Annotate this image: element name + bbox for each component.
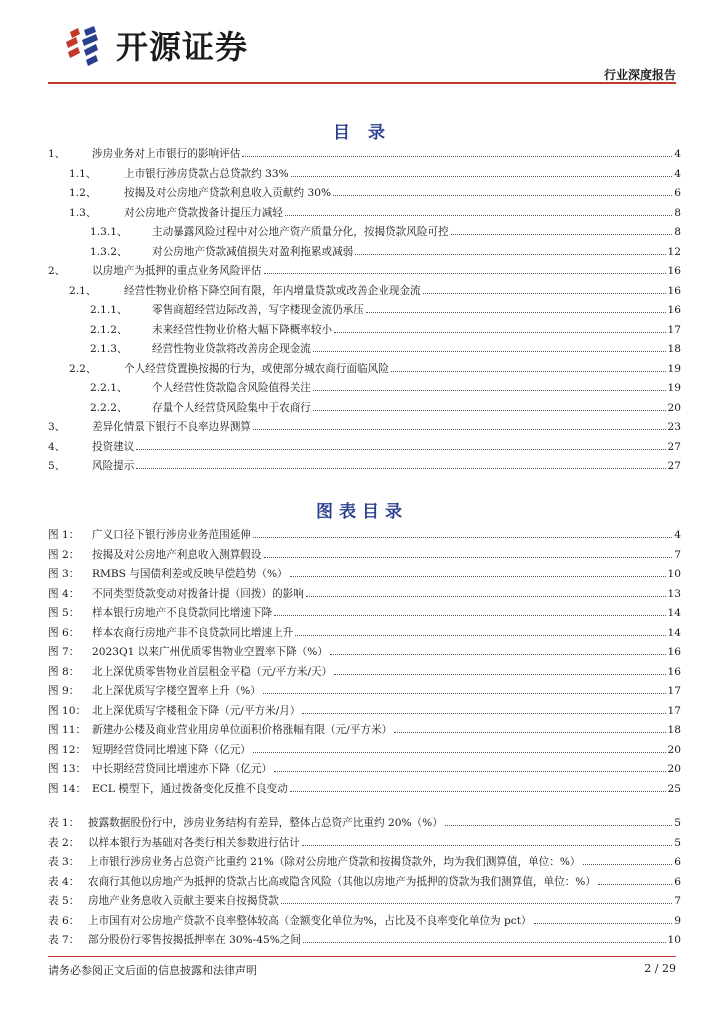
entry-page-number: 27 (667, 440, 681, 453)
figure-entry[interactable] (48, 663, 681, 679)
entry-page-number: 12 (667, 245, 681, 258)
entry-page-number: 19 (667, 362, 681, 375)
entry-title: 未来经营性物业价格大幅下降概率较小 (152, 323, 333, 336)
entry-page-number: 13 (667, 587, 681, 600)
figure-entry[interactable] (48, 721, 681, 737)
toc-entry[interactable] (48, 438, 681, 454)
leader-dots (333, 195, 672, 196)
entry-title: 不同类型贷款变动对拨备计提（回拨）的影响 (92, 587, 304, 600)
leader-dots (423, 293, 666, 294)
entry-page-number: 16 (667, 265, 681, 277)
figure-entry[interactable] (48, 780, 681, 796)
leader-dots (136, 449, 665, 450)
entry-title: 上市银行涉房业务占总资产比重约 21%（除对公房地产贷款和按揭贷款外，均为我们测算值，单位：%） (88, 856, 581, 868)
entry-number: 表 7： (48, 934, 80, 946)
entry-page-number: 6 (674, 187, 681, 199)
entry-number: 4、 (48, 440, 66, 453)
entry-number: 图 9： (48, 685, 80, 697)
leader-dots (242, 156, 672, 157)
entry-number: 表 3： (48, 856, 80, 868)
entry-page-number: 23 (667, 421, 681, 433)
entry-title: 主动暴露风险过程中对公地产资产质量分化，按揭贷款风险可控 (152, 226, 449, 238)
figure-list (48, 526, 681, 799)
toc-entry[interactable] (48, 282, 681, 298)
entry-page-number: 18 (667, 343, 681, 355)
entry-number: 图 7： (48, 646, 80, 658)
report-type-label: 行业深度报告 (603, 68, 676, 82)
entry-title: 2023Q1 以来广州优质零售物业空置率下降（%） (92, 646, 328, 658)
leader-dots (281, 903, 673, 904)
entry-number: 表 1： (48, 817, 80, 829)
entry-title: 以样本银行为基础对各类行相关参数进行估计 (88, 836, 300, 849)
figure-entry[interactable] (48, 760, 681, 776)
leader-dots (274, 771, 665, 772)
table-list (48, 814, 681, 951)
entry-number: 2.1.2、 (90, 323, 128, 336)
entry-page-number: 16 (667, 304, 681, 316)
entry-number: 图 3： (48, 568, 80, 580)
leader-dots (334, 332, 665, 333)
page-number: 2 / 29 (644, 962, 676, 975)
entry-title: 差异化情景下银行不良率边界测算 (92, 421, 251, 433)
entry-page-number: 10 (667, 568, 681, 580)
entry-number: 图 4： (48, 587, 80, 600)
entry-page-number: 17 (667, 323, 681, 336)
leader-dots (264, 273, 666, 274)
figure-entry[interactable] (48, 682, 681, 698)
entry-title: 对公房地产贷款减值损失对盈利拖累或减弱 (152, 245, 354, 258)
entry-page-number: 20 (667, 763, 681, 775)
entry-title: 新建办公楼及商业营业用房单位面积价格涨幅有限（元/平方米） (92, 724, 393, 736)
leader-dots (253, 752, 666, 753)
entry-title: 存量个人经营贷风险集中于农商行 (152, 401, 311, 414)
entry-number: 2.2、 (69, 362, 97, 375)
table-entry[interactable] (48, 834, 681, 850)
leader-dots (136, 468, 665, 469)
entry-number: 图 1： (48, 529, 80, 541)
entry-number: 图 2： (48, 548, 80, 561)
entry-page-number: 16 (667, 665, 681, 678)
entry-number: 2.1、 (69, 284, 97, 297)
entry-page-number: 8 (674, 206, 681, 219)
entry-page-number: 6 (674, 875, 681, 888)
entry-title: 投资建议 (92, 440, 135, 453)
entry-title: 房地产业务息收入贡献主要来自按揭贷款 (88, 895, 279, 907)
entry-title: 风险提示 (92, 460, 135, 472)
toc-title: 目 录 (333, 123, 391, 143)
entry-page-number: 5 (674, 836, 681, 849)
toc-entry[interactable] (48, 184, 681, 200)
entry-title: 广义口径下银行涉房业务范围延伸 (92, 529, 251, 541)
entry-title: 样本农商行房地产非不良贷款同比增速上升 (92, 626, 294, 639)
table-entry[interactable] (48, 892, 681, 908)
leader-dots (290, 791, 666, 792)
entry-page-number: 20 (667, 743, 681, 756)
leader-dots (295, 635, 665, 636)
entry-title: ECL 模型下，通过拨备变化反推不良变动 (92, 782, 288, 795)
table-entry[interactable] (48, 853, 681, 869)
entry-number: 5、 (48, 460, 66, 472)
table-entry[interactable] (48, 912, 681, 928)
entry-page-number: 7 (674, 548, 681, 561)
leader-dots (534, 923, 673, 924)
entry-number: 表 2： (48, 836, 80, 849)
footer-disclaimer: 请务必参阅正文后面的信息披露和法律声明 (48, 964, 257, 977)
leader-dots (253, 429, 666, 430)
toc-entry[interactable] (48, 262, 681, 278)
entry-title: RMBS 与国债利差或反映早偿趋势（%） (92, 568, 288, 580)
table-entry[interactable] (48, 814, 681, 830)
toc-entry[interactable] (48, 399, 681, 415)
entry-title: 上市国有对公房地产贷款不良率整体较高（金额变化单位为%，占比及不良率变化单位为 pct） (88, 914, 532, 927)
entry-number: 1.3.1、 (90, 226, 128, 238)
toc-entry[interactable] (48, 340, 681, 356)
entry-title: 对公房地产贷款拨备计提压力减轻 (124, 206, 283, 219)
entry-page-number: 16 (667, 646, 681, 658)
entry-title: 按揭及对公房地产利息收入测算假设 (92, 548, 262, 561)
entry-number: 图 12： (48, 743, 87, 756)
table-entry[interactable] (48, 873, 681, 889)
figure-entry[interactable] (48, 546, 681, 562)
entry-page-number: 17 (667, 685, 681, 697)
entry-page-number: 10 (667, 934, 681, 946)
entry-number: 图 11： (48, 724, 87, 736)
table-entry[interactable] (48, 931, 681, 947)
entry-number: 图 6： (48, 626, 80, 639)
entry-number: 表 6： (48, 914, 80, 927)
entry-page-number: 8 (674, 226, 681, 238)
entry-title: 北上深优质零售物业首层租金平稳（元/平方米/天） (92, 665, 333, 678)
entry-page-number: 4 (674, 529, 681, 541)
leader-dots (290, 576, 666, 577)
entry-page-number: 25 (667, 782, 681, 795)
entry-number: 表 5： (48, 895, 80, 907)
toc-entry[interactable] (48, 243, 681, 259)
leader-dots (285, 215, 672, 216)
leader-dots (334, 674, 665, 675)
leader-dots (263, 693, 666, 694)
figure-entry[interactable] (48, 585, 681, 601)
entry-number: 1.2、 (69, 187, 97, 199)
leader-dots (264, 557, 673, 558)
entry-page-number: 14 (667, 626, 681, 639)
entry-title: 个人经营贷置换按揭的行为，或使部分城农商行面临风险 (124, 362, 389, 375)
leader-dots (306, 596, 666, 597)
toc-entry[interactable] (48, 145, 681, 161)
entry-page-number: 19 (667, 382, 681, 394)
brand-logo (62, 22, 248, 68)
leader-dots (445, 825, 672, 826)
leader-dots (391, 371, 666, 372)
toc-entry[interactable] (48, 223, 681, 239)
entry-number: 1.3、 (69, 206, 97, 219)
entry-title: 北上深优质写字楼租金下降（元/平方米/月） (92, 704, 301, 717)
entry-page-number: 6 (674, 856, 681, 868)
toc-entry[interactable] (48, 379, 681, 395)
leader-dots (313, 351, 666, 352)
entry-number: 2.2.2、 (90, 401, 128, 414)
entry-number: 1、 (48, 148, 66, 160)
leader-dots (366, 312, 666, 313)
figure-entry[interactable] (48, 526, 681, 542)
leader-dots (253, 537, 672, 538)
entry-title: 上市银行涉房贷款占总贷款约 33% (124, 167, 289, 180)
entry-title: 经营性物业贷款将改善房企现金流 (152, 343, 311, 355)
toc-entry[interactable] (48, 321, 681, 337)
leader-dots (291, 176, 673, 177)
leader-dots (313, 390, 666, 391)
figure-entry[interactable] (48, 741, 681, 757)
leader-dots (394, 732, 665, 733)
entry-page-number: 9 (674, 914, 681, 927)
entry-title: 披露数据股份行中，涉房业务结构有差异，整体占总资产比重约 20%（%） (88, 817, 443, 829)
leader-dots (303, 942, 666, 943)
entry-number: 2.2.1、 (90, 382, 128, 394)
entry-page-number: 7 (674, 895, 681, 907)
toc-entry[interactable] (48, 165, 681, 181)
leader-dots (302, 713, 665, 714)
entry-number: 图 5： (48, 607, 80, 619)
entry-title: 个人经营性贷款隐含风险值得关注 (152, 382, 311, 394)
entry-number: 2、 (48, 265, 66, 277)
entry-number: 图 14： (48, 782, 87, 795)
entry-number: 表 4： (48, 875, 80, 888)
figure-entry[interactable] (48, 565, 681, 581)
entry-title: 北上深优质写字楼空置率上升（%） (92, 685, 261, 697)
entry-title: 以房地产为抵押的重点业务风险评估 (92, 265, 262, 277)
leader-dots (355, 254, 665, 255)
leader-dots (313, 410, 666, 411)
figure-entry[interactable] (48, 643, 681, 659)
entry-title: 中长期经营贷同比增速亦下降（亿元） (92, 763, 273, 775)
leader-dots (451, 234, 673, 235)
entry-number: 图 10： (48, 704, 87, 717)
entry-title: 涉房业务对上市银行的影响评估 (92, 148, 241, 160)
entry-page-number: 16 (667, 284, 681, 297)
entry-title: 按揭及对公房地产贷款利息收入贡献约 30% (124, 187, 332, 199)
entry-page-number: 18 (667, 724, 681, 736)
entry-page-number: 17 (667, 704, 681, 717)
entry-page-number: 4 (674, 148, 681, 160)
entry-title: 农商行其他以房地产为抵押的贷款占比高或隐含风险（其他以房地产为抵押的贷款为我们测算值，单位：%） (88, 875, 596, 888)
entry-page-number: 5 (674, 817, 681, 829)
entry-title: 零售商超经营边际改善，写字楼现金流仍承压 (152, 304, 364, 316)
entry-title: 部分股份行零售按揭抵押率在 30%-45%之间 (88, 934, 301, 946)
entry-page-number: 4 (674, 167, 681, 180)
entry-page-number: 27 (667, 460, 681, 472)
entry-number: 2.1.1、 (90, 304, 128, 316)
entry-number: 1.1、 (69, 167, 97, 180)
leader-dots (330, 654, 666, 655)
footer-divider (48, 956, 676, 957)
toc-entry[interactable] (48, 204, 681, 220)
entry-number: 图 8： (48, 665, 80, 678)
entry-page-number: 14 (667, 607, 681, 619)
entry-number: 2.1.3、 (90, 343, 128, 355)
entry-title: 样本银行房地产不良贷款同比增速下降 (92, 607, 273, 619)
toc-entry[interactable] (48, 360, 681, 376)
toc-entry[interactable] (48, 457, 681, 473)
entry-number: 3、 (48, 421, 66, 433)
logo-text: 开源证券 (116, 28, 249, 66)
figure-entry[interactable] (48, 604, 681, 620)
leader-dots (583, 864, 673, 865)
leader-dots (302, 845, 672, 846)
toc-entry[interactable] (48, 301, 681, 317)
figure-entry[interactable] (48, 702, 681, 718)
entry-title: 短期经营贷同比增速下降（亿元） (92, 743, 251, 756)
entry-page-number: 20 (667, 401, 681, 414)
figure-entry[interactable] (48, 624, 681, 640)
toc-list (48, 145, 681, 477)
entry-number: 图 13： (48, 763, 87, 775)
entry-number: 1.3.2、 (90, 245, 128, 258)
logo-mark-icon (62, 22, 108, 68)
leader-dots (274, 615, 665, 616)
leader-dots (598, 884, 672, 885)
header-divider (48, 82, 676, 84)
toc-entry[interactable] (48, 418, 681, 434)
figures-title: 图表目录 (316, 502, 408, 522)
entry-title: 经营性物业价格下降空间有限，年内增量贷款或改善企业现金流 (124, 284, 421, 297)
